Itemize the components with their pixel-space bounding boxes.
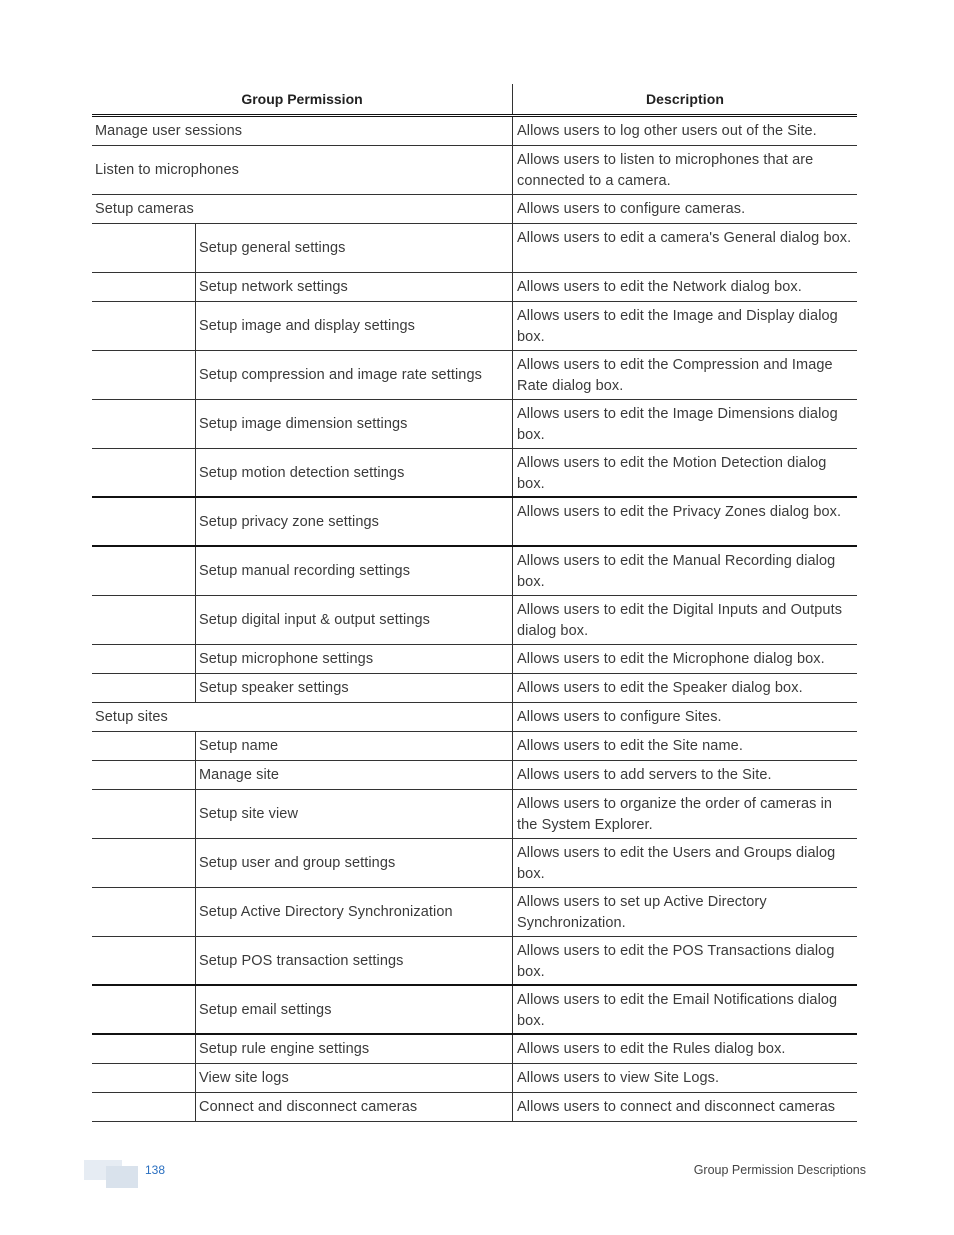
permission-cell: [92, 498, 513, 545]
permission-name: Setup speaker settings: [199, 680, 349, 696]
permission-name: Setup rule engine settings: [199, 1041, 370, 1057]
permission-name: Setup cameras: [95, 201, 194, 217]
permissions-table: [92, 84, 857, 1122]
indent-cell: [92, 732, 196, 760]
table-row: [92, 937, 857, 986]
indent-cell: [92, 674, 196, 702]
description-cell: Allows users to edit the Site name.: [517, 738, 743, 754]
description-cell: Allows users to edit the Image Dimensions dialog box.: [517, 406, 838, 443]
description-cell: Allows users to edit the Digital Inputs and Outputs dialog box.: [517, 602, 843, 639]
header-group-permission: Group Permission: [92, 84, 513, 114]
description-cell: Allows users to connect and disconnect cameras: [517, 1099, 836, 1115]
permission-cell: [92, 732, 513, 760]
permission-name: Manage user sessions: [95, 123, 243, 139]
permission-name: Setup network settings: [199, 279, 348, 295]
permission-name: Manage site: [199, 767, 280, 783]
indent-cell: [92, 761, 196, 789]
permission-cell: [92, 1064, 513, 1092]
table-row: [92, 645, 857, 674]
table-header-row: [92, 84, 857, 117]
permission-cell: [92, 645, 513, 673]
table-row: [92, 1035, 857, 1064]
permission-cell: [92, 596, 513, 644]
permission-name: Setup microphone settings: [199, 651, 374, 667]
description-cell: Allows users to edit the Compression and Image Rate dialog box.: [517, 357, 833, 394]
permission-name: Setup user and group settings: [199, 855, 396, 871]
table-row: [92, 1093, 857, 1122]
permission-name: Setup general settings: [199, 240, 346, 256]
permission-cell: [92, 195, 513, 223]
table-row: [92, 498, 857, 547]
description-cell: Allows users to edit the Users and Groups dialog box.: [517, 845, 836, 882]
indent-cell: [92, 224, 196, 272]
table-row: [92, 1064, 857, 1093]
table-row: [92, 888, 857, 937]
indent-cell: [92, 273, 196, 301]
page-number: 138: [145, 1163, 166, 1177]
table-row: [92, 146, 857, 195]
permission-name: Setup privacy zone settings: [199, 513, 380, 530]
permission-name: Setup manual recording settings: [199, 563, 411, 579]
indent-cell: [92, 1035, 196, 1063]
description-cell: Allows users to log other users out of the Site.: [517, 123, 817, 139]
table-row: [92, 839, 857, 888]
description-cell: Allows users to set up Active Directory Synchronization.: [517, 894, 767, 931]
permission-name: Connect and disconnect cameras: [199, 1099, 418, 1115]
table-row: [92, 195, 857, 224]
description-cell: Allows users to configure cameras.: [517, 201, 746, 217]
table-row: [92, 273, 857, 302]
table-row: [92, 224, 857, 273]
permission-cell: [92, 1035, 513, 1063]
description-cell: Allows users to organize the order of cameras in the System Explorer.: [517, 796, 833, 833]
permission-cell: [92, 1093, 513, 1121]
permission-cell: [92, 937, 513, 984]
description-cell: Allows users to edit the Network dialog box.: [517, 279, 802, 295]
header-description: Description: [645, 90, 725, 107]
table-row: [92, 117, 857, 146]
permission-cell: [92, 790, 513, 838]
indent-cell: [92, 498, 196, 545]
permission-cell: [92, 117, 513, 145]
indent-cell: [92, 351, 196, 399]
permission-cell: [92, 224, 513, 272]
description-cell: Allows users to edit the Speaker dialog box.: [517, 680, 803, 696]
permission-cell: [92, 302, 513, 350]
description-cell: Allows users to configure Sites.: [517, 709, 722, 725]
permission-name: Listen to microphones: [95, 162, 239, 178]
description-cell: Allows users to edit the Privacy Zones dialog box.: [517, 504, 842, 520]
permission-cell: [92, 547, 513, 595]
permission-cell: [92, 839, 513, 887]
table-row: [92, 547, 857, 596]
description-cell: Allows users to edit the Rules dialog box.: [517, 1041, 786, 1057]
description-cell: Allows users to edit the Microphone dialog box.: [517, 651, 825, 667]
permission-cell: [92, 674, 513, 702]
indent-cell: [92, 1064, 196, 1092]
permission-name: Setup site view: [199, 806, 299, 822]
indent-cell: [92, 937, 196, 984]
table-row: [92, 351, 857, 400]
permission-cell: [92, 449, 513, 496]
footer-logo: [84, 1160, 138, 1188]
table-row: [92, 790, 857, 839]
indent-cell: [92, 986, 196, 1033]
permission-name: Setup motion detection settings: [199, 464, 405, 481]
table-row: [92, 596, 857, 645]
table-row: [92, 400, 857, 449]
indent-cell: [92, 790, 196, 838]
indent-cell: [92, 888, 196, 936]
table-row: [92, 449, 857, 498]
description-cell: Allows users to add servers to the Site.: [517, 767, 772, 783]
permission-name: View site logs: [199, 1070, 289, 1086]
indent-cell: [92, 1093, 196, 1121]
footer-section-title: Group Permission Descriptions: [693, 1163, 866, 1177]
description-cell: Allows users to view Site Logs.: [517, 1070, 720, 1086]
permission-name: Setup sites: [95, 709, 168, 725]
permission-cell: [92, 761, 513, 789]
description-cell: Allows users to edit the Motion Detection dialog box.: [517, 455, 827, 492]
table-row: [92, 986, 857, 1035]
permission-cell: [92, 986, 513, 1033]
indent-cell: [92, 302, 196, 350]
description-cell: Allows users to edit the Manual Recording dialog box.: [517, 553, 836, 590]
permission-cell: [92, 351, 513, 399]
description-cell: Allows users to edit the Email Notifications dialog box.: [517, 992, 838, 1029]
permission-cell: [92, 146, 513, 194]
permission-name: Setup image and display settings: [199, 318, 415, 334]
table-row: [92, 703, 857, 732]
table-row: [92, 732, 857, 761]
indent-cell: [92, 449, 196, 496]
description-cell: Allows users to edit the Image and Display dialog box.: [517, 308, 838, 345]
permission-name: Setup POS transaction settings: [199, 952, 404, 969]
indent-cell: [92, 645, 196, 673]
indent-cell: [92, 547, 196, 595]
table-body: [92, 117, 857, 1122]
permission-cell: [92, 703, 513, 731]
table-row: [92, 302, 857, 351]
permission-cell: [92, 400, 513, 448]
table-row: [92, 674, 857, 703]
description-cell: Allows users to edit a camera's General dialog box.: [517, 230, 852, 246]
permission-name: Setup name: [199, 738, 279, 754]
permission-name: Setup email settings: [199, 1001, 332, 1018]
indent-cell: [92, 839, 196, 887]
indent-cell: [92, 400, 196, 448]
description-cell: Allows users to listen to microphones that are connected to a camera.: [517, 152, 814, 189]
permission-name: Setup Active Directory Synchronization: [199, 904, 453, 920]
permission-cell: [92, 273, 513, 301]
description-cell: Allows users to edit the POS Transactions dialog box.: [517, 943, 835, 980]
permission-cell: [92, 888, 513, 936]
indent-cell: [92, 596, 196, 644]
table-row: [92, 761, 857, 790]
permission-name: Setup digital input & output settings: [199, 612, 431, 628]
permission-name: Setup compression and image rate settings: [199, 367, 482, 383]
permission-name: Setup image dimension settings: [199, 416, 408, 432]
